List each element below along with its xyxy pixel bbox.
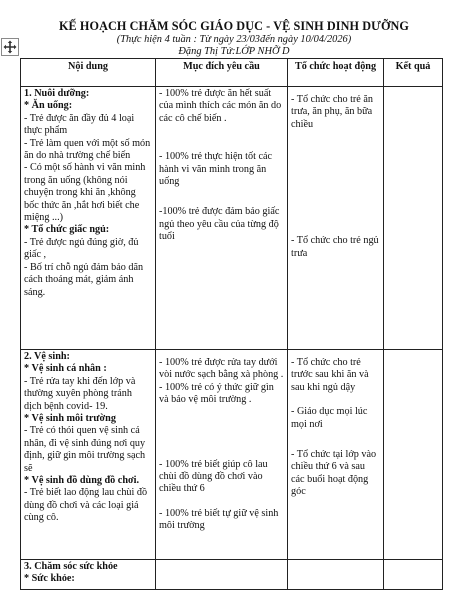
section3-content-cell (21, 560, 156, 590)
spacer (291, 131, 380, 183)
spacer (159, 496, 284, 508)
section3-activity-cell (288, 560, 384, 590)
section3-heading: 3. Chăm sóc sức khỏe (24, 561, 118, 572)
section3-result-cell (384, 560, 443, 590)
purpose-item: -100% trẻ được đảm bảo giấc ngủ theo yêu cầu của từng độ tuổi (159, 206, 280, 243)
activity-item: - Giáo dục mọi lúc mọi nơi (291, 406, 368, 430)
section1-heading: 1. Nuôi dưỡng: (24, 88, 90, 99)
document-author: Đặng Thị Tứ:LỚP NHỠ D (178, 46, 290, 57)
section2-purpose-cell (156, 350, 288, 560)
health-title: * Sức khỏe: (24, 573, 75, 585)
sleep-item: - Trẻ được ngủ đúng giờ, đủ giấc , (24, 236, 139, 261)
sleep-title: * Tổ chức giấc ngủ: (24, 224, 110, 236)
eating-title: * Ăn uống: (24, 100, 73, 112)
activity-item: - Tổ chức tại lớp vào chiều thứ 6 và sau các buổi hoạt động góc (291, 449, 377, 498)
section2-result-cell (384, 350, 443, 560)
spacer (291, 183, 380, 235)
section3-purpose-cell (156, 560, 288, 590)
table-header-row (21, 59, 443, 87)
care-plan-table (20, 58, 443, 590)
eating-item: - Có một số hành vi văn minh trong ăn uống (không nói chuyện trong khi ăn ,không bốc thức ăn ,hắt hơi biết che miệng ...) (24, 162, 146, 224)
purpose-item: - 100% trẻ biết tự giữ vệ sinh môi trường (159, 507, 279, 532)
section1-result-cell (384, 87, 443, 350)
purpose-item: - 100% trẻ được rửa tay dưới vòi nước sạch bằng xà phòng . (159, 357, 284, 381)
document-subtitle: (Thực hiện 4 tuần : Từ ngày 23/03đến ngày 10/04/2026) (116, 34, 352, 45)
purpose-item: - 100% trẻ thực hiện tốt các hành vi văn minh trong ăn uống (159, 151, 273, 188)
header-activity: Tổ chức hoạt động (288, 59, 384, 87)
section1-activity-cell (288, 87, 384, 350)
activity-item: - Tổ chức cho trẻ trước sau khi ăn và sau khi ngủ dậy (291, 357, 369, 393)
spacer (159, 125, 284, 151)
eating-item: - Trẻ làm quen với một số món ăn do nhà trường chế biến (24, 137, 151, 162)
spacer (159, 407, 284, 459)
header-result: Kết quả (384, 59, 443, 87)
personal-hygiene-title: * Vệ sinh cá nhân : (24, 363, 107, 375)
purpose-item: - 100% trẻ biết giúp cô lau chùi đồ dùng đồ chơi vào chiều thứ 6 (159, 458, 268, 495)
personal-hygiene-item: - Trẻ rửa tay khi đến lớp và thường xuyên phòng tránh dịch bệnh covid- 19. (24, 375, 136, 412)
spacer (291, 394, 380, 406)
spacer (159, 188, 284, 206)
table-row (21, 87, 443, 350)
purpose-item: - 100% trẻ có ý thức giữ gìn và bảo vệ môi trường . (159, 381, 274, 406)
section2-heading: 2. Vệ sinh: (24, 351, 70, 362)
environment-hygiene-item: - Trẻ có thói quen vệ sinh cá nhân, đi vệ sinh đúng nơi quy định, giữ gìn môi trường sạch sẽ (24, 425, 146, 474)
section2-activity-cell (288, 350, 384, 560)
environment-hygiene-title: * Vệ sinh môi trường (24, 413, 116, 425)
section2-content-cell (21, 350, 156, 560)
section1-content-cell (21, 87, 156, 350)
eating-item: - Trẻ được ăn đầy đủ 4 loại thực phẩm (24, 112, 135, 137)
table-row (21, 350, 443, 560)
spacer (291, 431, 380, 449)
table-row (21, 560, 443, 590)
activity-item: - Tổ chức cho trẻ ăn trưa, ăn phụ, ăn bữa chiều (291, 94, 373, 130)
header-content: Nội dung (21, 59, 156, 87)
purpose-item: - 100% trẻ được ăn hết suất của mình thích các món ăn do các cô chế biến . (159, 88, 282, 124)
document-title: KẾ HOẠCH CHĂM SÓC GIÁO DỤC - VỆ SINH DINH DƯỠNG (58, 19, 410, 33)
header-purpose: Mục đích yêu cầu (156, 59, 288, 87)
section1-purpose-cell (156, 87, 288, 350)
activity-item: - Tổ chức cho trẻ ngủ trưa (291, 235, 379, 259)
toys-hygiene-item: - Trẻ biết lao động lau chùi đồ dùng đồ chơi và các loại giá cùng cô. (24, 487, 148, 524)
toys-hygiene-title: * Vệ sinh đồ dùng đồ chơi. (24, 475, 140, 487)
sleep-item: - Bố trí chỗ ngủ đảm bảo dãn cách thoáng mát, giảm ánh sáng. (24, 261, 144, 298)
